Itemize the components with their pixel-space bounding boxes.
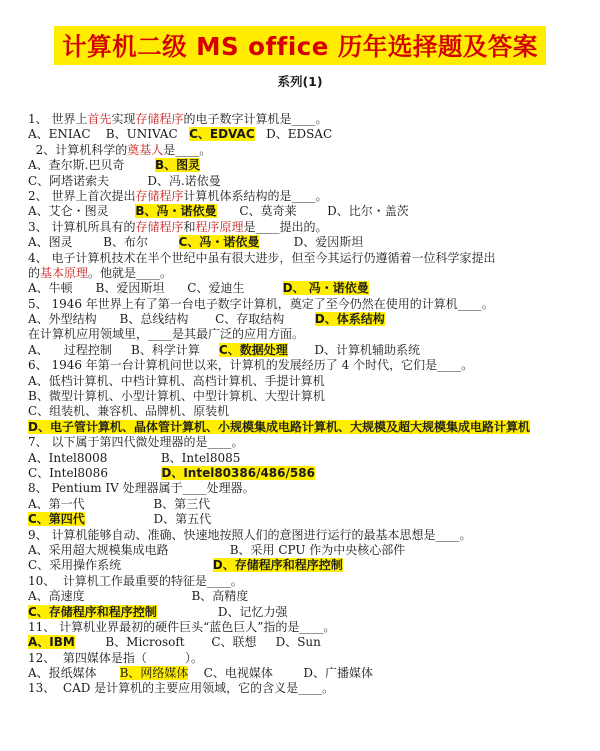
text-line [28, 312, 588, 327]
text-line [28, 189, 588, 204]
keyword-highlight: 奠基人 [127, 142, 164, 157]
text-segment: A、报纸媒体 [28, 666, 120, 681]
text-line [28, 420, 588, 435]
text-segment: 11、 计算机业界最初的硬件巨头“蓝色巨人”指的是____。 [28, 619, 336, 634]
text-segment: B、微型计算机、小型计算机、中型计算机、大型计算机 [28, 389, 325, 404]
answer-highlight: C、冯・诺依曼 [178, 235, 260, 250]
text-segment: 6、 1946 年第一台计算机问世以来，计算机的发展经历了 4 个时代，它们是____。 [28, 358, 474, 373]
answer-highlight: D、 冯・诺依曼 [282, 281, 369, 296]
text-segment: 。他就是____。 [88, 265, 173, 280]
text-segment: 的 [28, 265, 41, 280]
text-segment: 1、 世界上 [28, 112, 88, 126]
text-line [28, 558, 588, 573]
text-segment: D、爱因斯坦 [259, 235, 364, 250]
page-subtitle: 系列(1) [277, 74, 323, 89]
answer-highlight: B、冯・诺依曼 [135, 204, 217, 219]
text-line [28, 281, 588, 296]
text-line [28, 143, 588, 158]
answer-highlight: D、Intel80386/486/586 [161, 466, 315, 480]
text-line [28, 451, 588, 466]
text-segment: A、 过程控制 B、科学计算 [28, 342, 219, 357]
answer-highlight: C、存储程序和程序控制 [28, 604, 157, 619]
question-list [28, 112, 588, 697]
text-segment: 的电子数字计算机是____。 [183, 112, 328, 126]
text-segment: A、图灵 B、布尔 [28, 235, 179, 250]
text-segment: 是____提出的。 [243, 219, 328, 234]
text-line [28, 204, 588, 219]
text-segment: A、采用超大规模集成电路 B、采用 CPU 作为中央核心部件 [28, 542, 406, 557]
text-segment: A、牛顿 B、爱因斯坦 C、爱迪生 [28, 281, 283, 296]
text-segment: C、组装机、兼容机、品牌机、原装机 [28, 404, 230, 419]
text-segment: B、Microsoft C、联想 D、Sun [74, 635, 321, 650]
text-line [28, 605, 588, 620]
text-line [28, 251, 588, 266]
page-title: 计算机二级 MS office 历年选择题及答案 [54, 26, 546, 65]
text-segment: A、低档计算机、中档计算机、高档计算机、手提计算机 [28, 373, 325, 388]
answer-highlight: C、数据处理 [218, 342, 288, 357]
text-segment: A、ENIAC B、UNIVAC [28, 127, 190, 142]
answer-highlight: C、第四代 [28, 512, 85, 527]
text-line [28, 497, 588, 512]
answer-highlight: A、IBM [28, 635, 75, 650]
text-segment: D、第五代 [84, 512, 212, 527]
text-segment: A、Intel8008 B、Intel8085 [28, 450, 241, 465]
text-line [28, 235, 588, 250]
answer-highlight: D、存储程序和程序控制 [212, 558, 343, 573]
text-segment: 13、 CAD 是计算机的主要应用领域，它的含义是____。 [28, 681, 335, 696]
answer-highlight: B、图灵 [155, 158, 201, 173]
text-line [28, 127, 588, 142]
answer-highlight: D、电子管计算机、晶体管计算机、小规模集成电路计算机、大规模及超大规模集成电路计算机 [28, 419, 530, 434]
text-segment: 是____。 [163, 142, 212, 157]
text-line [28, 481, 588, 496]
text-line [28, 389, 588, 404]
text-segment: 4、 电子计算机技术在半个世纪中虽有很大进步，但至今其运行仍遵循着一位科学家提出 [28, 250, 496, 265]
text-segment: 2、 世界上首次提出 [28, 188, 136, 203]
keyword-highlight: 存储程序 [135, 112, 184, 126]
answer-highlight: C、EDVAC [189, 127, 255, 142]
text-segment: 8、 Pentium IV 处理器属于____处理器。 [28, 481, 255, 496]
text-line [28, 343, 588, 358]
text-segment: D、记忆力强 [156, 604, 288, 619]
text-line [28, 112, 588, 127]
text-line [28, 589, 588, 604]
text-line [28, 635, 588, 650]
keyword-highlight: 基本原理 [40, 265, 89, 280]
text-line [28, 374, 588, 389]
answer-highlight: D、体系结构 [314, 312, 385, 327]
text-segment: C、采用操作系统 [28, 558, 213, 573]
text-segment: 10、 计算机工作最重要的特征是____。 [28, 573, 243, 588]
text-segment: 和 [183, 219, 196, 234]
text-segment: A、外型结构 B、总线结构 C、存取结构 [28, 312, 315, 327]
text-line [28, 297, 588, 312]
text-line [28, 158, 588, 173]
text-segment: D、EDSAC [254, 127, 333, 142]
text-line [28, 528, 588, 543]
keyword-highlight: 程序原理 [195, 219, 244, 234]
text-line [28, 358, 588, 373]
text-segment: C、Intel8086 [28, 466, 162, 480]
text-segment: 2、计算机科学的 [28, 142, 128, 157]
text-line [28, 220, 588, 235]
text-line [28, 466, 588, 481]
text-segment: 5、 1946 年世界上有了第一台电子数字计算机，奠定了至今仍然在使用的计算机____。 [28, 296, 494, 311]
keyword-highlight: 存储程序 [135, 188, 184, 203]
text-line [28, 435, 588, 450]
text-line [28, 174, 588, 189]
text-segment: 3、 计算机所具有的 [28, 219, 136, 234]
answer-highlight: B、网络媒体 [119, 666, 189, 681]
text-segment: A、艾仑・图灵 [28, 204, 136, 219]
text-segment: C、莫奇莱 D、比尔・盖茨 [216, 204, 409, 219]
keyword-highlight: 首先 [87, 112, 112, 126]
text-line [28, 651, 588, 666]
text-segment: C、电视媒体 D、广播媒体 [188, 666, 373, 681]
text-line [28, 327, 588, 342]
text-line [28, 574, 588, 589]
text-segment: 实现 [111, 112, 136, 126]
text-segment: A、高速度 B、高精度 [28, 589, 249, 604]
title-wrap [0, 26, 600, 65]
text-line [28, 512, 588, 527]
text-segment: C、阿塔诺索夫 D、冯.诺依曼 [28, 173, 221, 188]
keyword-highlight: 存储程序 [135, 219, 184, 234]
text-segment: A、第一代 B、第三代 [28, 496, 211, 511]
text-line [28, 543, 588, 558]
text-line [28, 404, 588, 419]
text-segment: 7、 以下属于第四代微处理器的是____。 [28, 435, 244, 450]
text-segment: D、计算机辅助系统 [287, 342, 421, 357]
text-line [28, 266, 588, 281]
text-segment: 计算机体系结构的是____。 [183, 188, 328, 203]
text-line [28, 620, 588, 635]
text-segment: A、查尔斯.巴贝奇 [28, 158, 155, 173]
text-segment: 9、 计算机能够自动、准确、快速地按照人们的意图进行运行的最基本思想是____。 [28, 527, 472, 542]
text-line [28, 681, 588, 696]
text-line [28, 666, 588, 681]
text-segment: 在计算机应用领域里，____是其最广泛的应用方面。 [28, 327, 305, 342]
text-segment: 12、 第四媒体是指（ ）。 [28, 650, 204, 665]
